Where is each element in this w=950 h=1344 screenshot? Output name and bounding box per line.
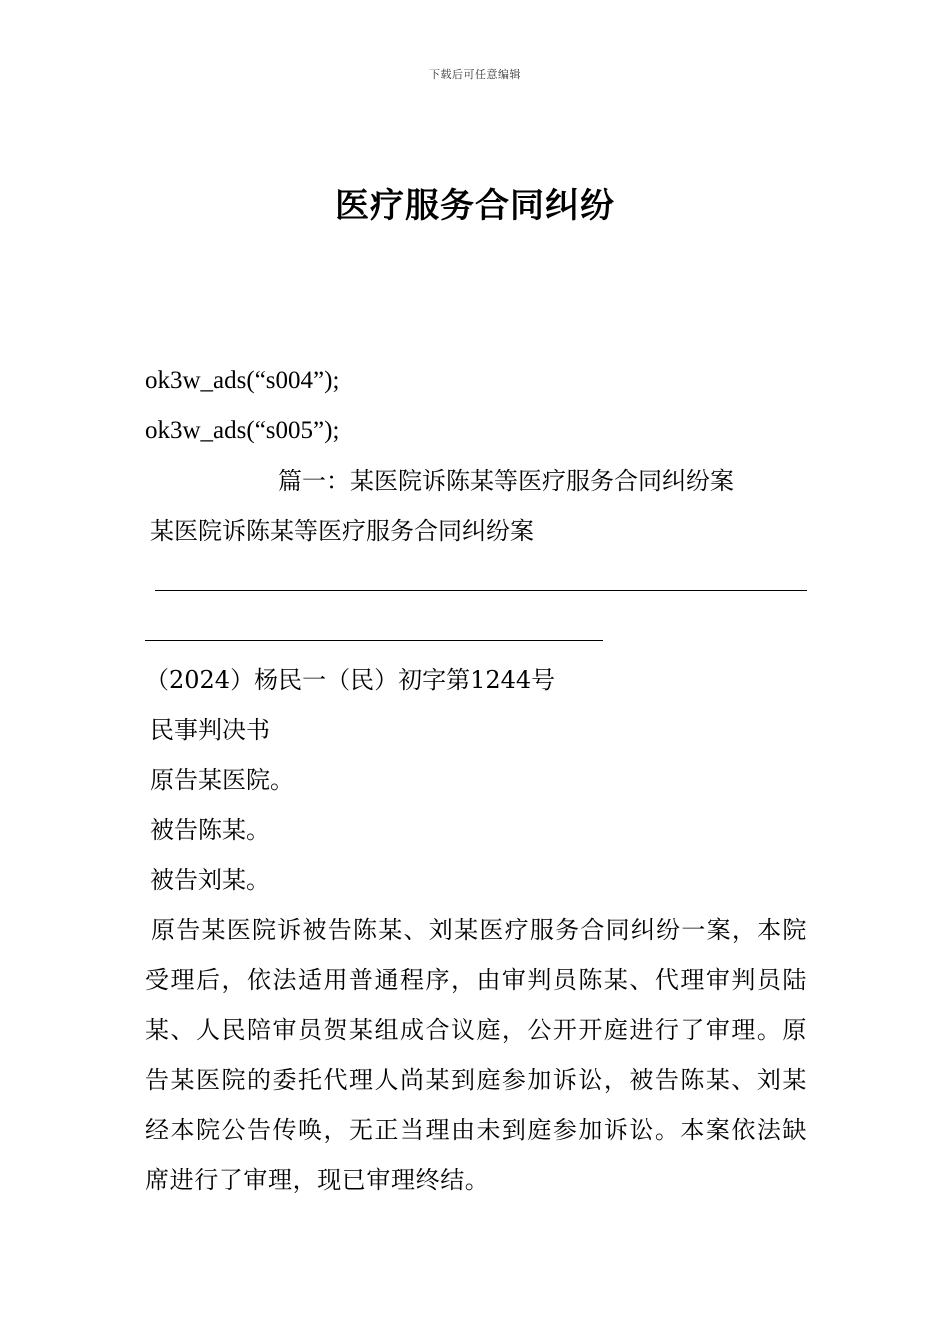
party-defendant-2: 被告刘某。 — [150, 866, 270, 894]
document-title: 医疗服务合同纠纷 — [335, 186, 615, 226]
party-defendant-1: 被告陈某。 — [150, 816, 270, 844]
party-plaintiff: 原告某医院。 — [150, 766, 294, 794]
separator-line-1 — [155, 590, 807, 591]
code-line-2: ok3w_ads(“s005”); — [145, 417, 340, 444]
case-number: （2024）杨民一（民）初字第1244号 — [145, 666, 556, 694]
case-title: 某医院诉陈某等医疗服务合同纠纷案 — [150, 517, 534, 545]
code-line-1: ok3w_ads(“s004”); — [145, 367, 340, 394]
header-note: 下载后可任意编辑 — [429, 68, 521, 81]
document-type: 民事判决书 — [150, 716, 270, 744]
body-paragraph: 原告某医院诉被告陈某、刘某医疗服务合同纠纷一案，本院受理后，依法适用普通程序，由审判员陈某、代理审判员陆某、人民陪审员贺某组成合议庭，公开开庭进行了审理。原告某医院的委托代理人尚某到庭参加诉讼，被告陈某、刘某经本院公告传唤，无正当理由未到庭参加诉讼。本案依法缺席进行了审理，现已审理终结。 — [145, 916, 807, 1194]
section-heading: 篇一：某医院诉陈某等医疗服务合同纠纷案 — [278, 467, 734, 495]
separator-line-2 — [145, 640, 603, 641]
